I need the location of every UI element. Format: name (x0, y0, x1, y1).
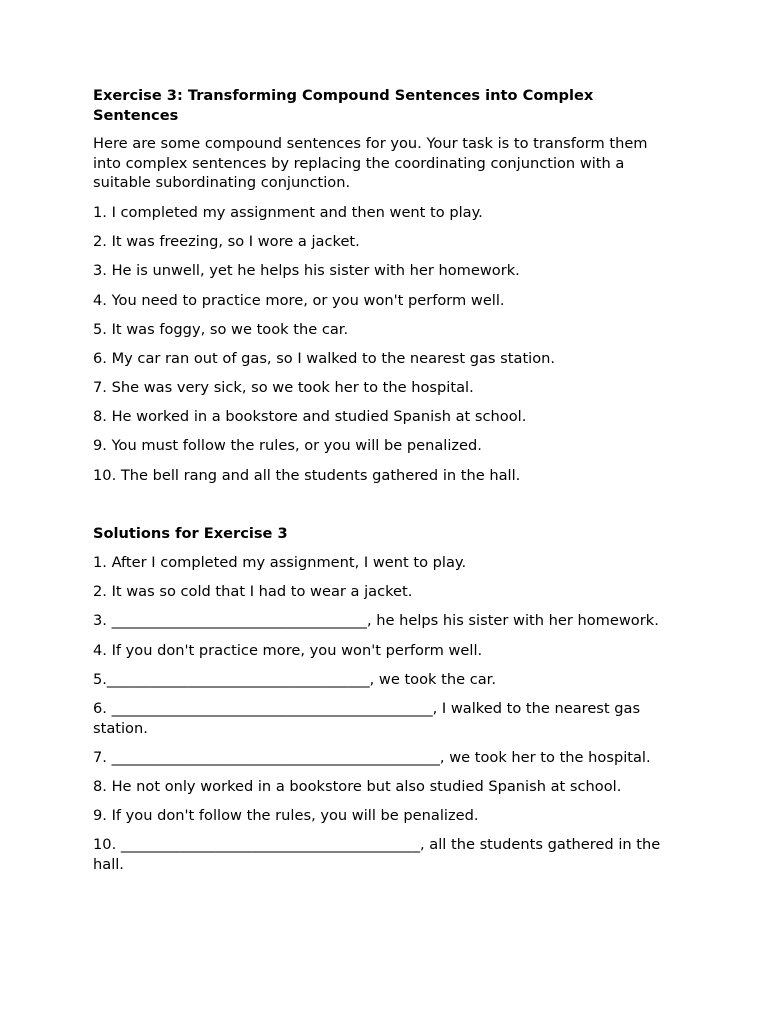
exercise-item: 1. I completed my assignment and then went to play. (93, 203, 483, 221)
exercise-instructions: Here are some compound sentences for you. Your task is to transform them into complex sentences by replacing the coordinating conjunction with a suitable subordinating conjunction. (93, 135, 648, 192)
solution-item: 9. If you don't follow the rules, you will be penalized. (93, 807, 479, 825)
exercise-item: 3. He is unwell, yet he helps his sister with her homework. (93, 262, 520, 280)
exercise-list (93, 203, 673, 485)
exercise-item: 8. He worked in a bookstore and studied Spanish at school. (93, 408, 527, 426)
solutions-list (93, 553, 673, 874)
solution-item: 1. After I completed my assignment, I went to play. (93, 554, 467, 572)
exercise-item: 4. You need to practice more, or you won't perform well. (93, 291, 505, 309)
solution-item: 2. It was so cold that I had to wear a jacket. (93, 583, 413, 601)
section-spacer (93, 495, 673, 524)
document-content (93, 86, 673, 884)
exercise-item: 10. The bell rang and all the students gathered in the hall. (93, 466, 521, 484)
solutions-title: Solutions for Exercise 3 (93, 524, 288, 542)
solution-item: 3. ___________________________________, he helps his sister with her homework. (93, 612, 659, 630)
solution-item: 8. He not only worked in a bookstore but also studied Spanish at school. (93, 777, 622, 795)
solution-item: 6. ____________________________________________, I walked to the nearest gas station. (93, 699, 641, 737)
exercise-item: 7. She was very sick, so we took her to the hospital. (93, 379, 474, 397)
solution-item: 7. _____________________________________________, we took her to the hospital. (93, 748, 651, 766)
exercise-item: 9. You must follow the rules, or you will be penalized. (93, 437, 482, 455)
solution-item: 5.____________________________________, we took the car. (93, 670, 496, 688)
exercise-title: Exercise 3: Transforming Compound Sentences into Complex Sentences (93, 87, 594, 124)
exercise-item: 6. My car ran out of gas, so I walked to the nearest gas station. (93, 349, 556, 367)
exercise-item: 2. It was freezing, so I wore a jacket. (93, 233, 360, 251)
exercise-item: 5. It was foggy, so we took the car. (93, 320, 349, 338)
solution-item: 4. If you don't practice more, you won't perform well. (93, 641, 483, 659)
solution-item: 10. _________________________________________, all the students gathered in the hall. (93, 836, 661, 873)
